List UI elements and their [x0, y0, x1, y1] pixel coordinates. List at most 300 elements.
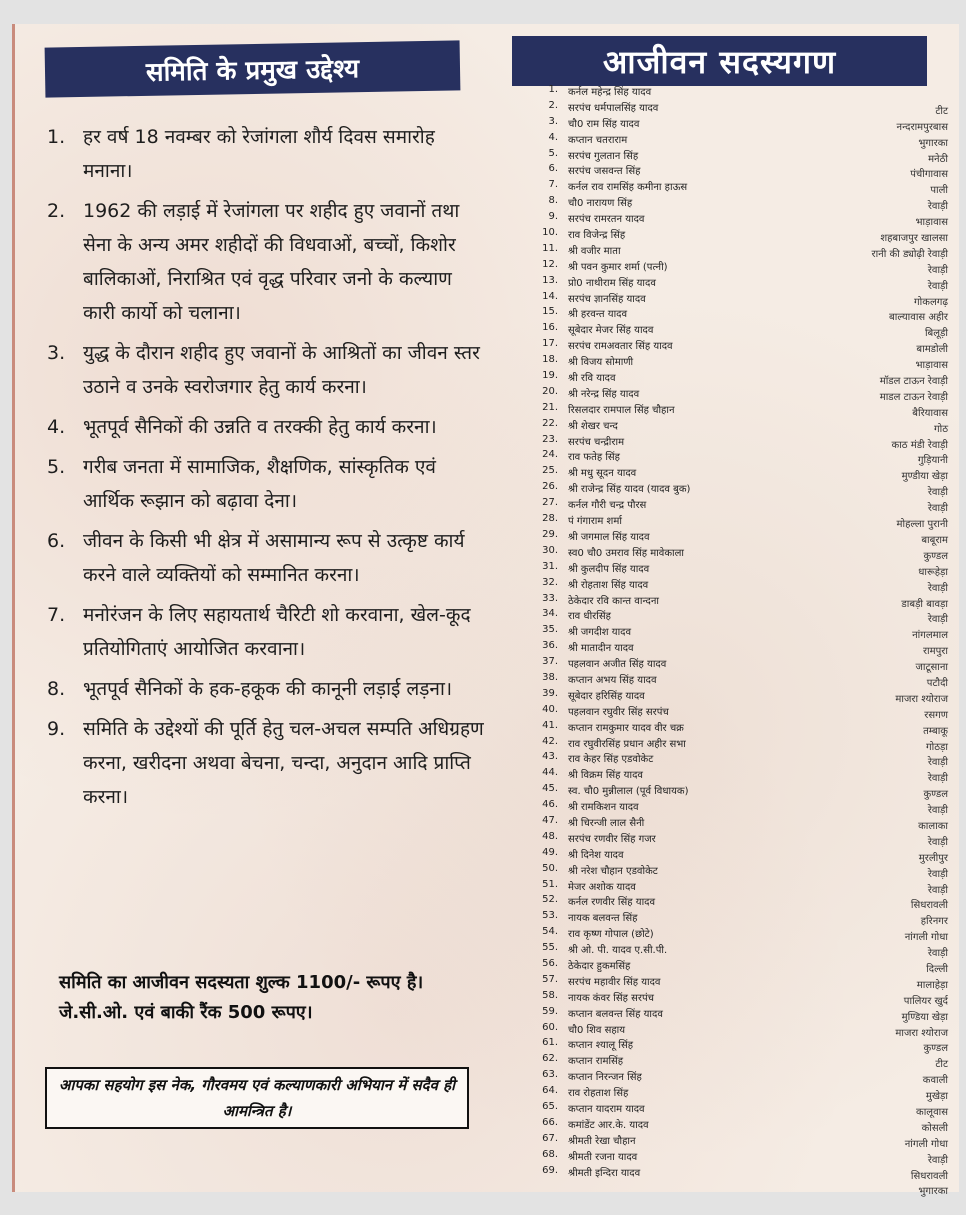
member-row [528, 688, 948, 704]
member-place: रसगण [924, 709, 948, 721]
member-place: कुण्डल [923, 789, 948, 801]
member-num: 1. [548, 84, 558, 95]
member-place: जाटूसाना [915, 662, 948, 674]
member-num: 5. [548, 147, 558, 159]
member-name: श्री मातादीन यादव [568, 643, 634, 655]
objective-number: 9. [47, 718, 66, 740]
objective-text: समिति के उद्देश्यों की पूर्ति हेतु चल-अचल सम्पति अधिग्रहण करना, खरीदना अथवा बेचना, चन्दा, अनुदान आदि प्राप्ति करना। [83, 718, 484, 808]
member-place: बिलूड़ी [924, 328, 948, 340]
member-row [528, 1117, 948, 1133]
member-place: रेवाड़ी [927, 503, 948, 515]
member-row [528, 259, 948, 275]
member-place: भाड़ावास [915, 360, 948, 372]
member-name: पहलवान अजीत सिंह यादव [568, 659, 667, 671]
member-num: 27. [542, 497, 558, 509]
member-name: श्री रोहताश सिंह यादव [568, 579, 649, 591]
member-place: भुगारका [918, 137, 948, 149]
member-place: रानी की ड्योढ़ी रेवाड़ी [871, 248, 948, 260]
member-place: कालूवास [916, 1107, 948, 1118]
member-name: रिसलदार रामपाल सिंह चौहान [568, 404, 675, 416]
member-row [528, 624, 948, 640]
member-name: श्री शेखर चन्द [568, 420, 618, 432]
member-row [528, 291, 948, 307]
members-heading-text: आजीवन सदस्यगण [602, 42, 837, 81]
member-num: 16. [542, 322, 558, 334]
member-num: 62. [542, 1053, 558, 1065]
member-name: कप्तान अभय सिंह यादव [568, 674, 657, 686]
member-row [528, 736, 948, 752]
member-name: सूबेदार मेजर सिंह यादव [568, 325, 654, 337]
member-place: पंचीगावास [910, 169, 948, 181]
objective-number: 1. [47, 126, 66, 148]
member-place: गुड़ियानी [917, 455, 948, 467]
member-num: 59. [542, 1005, 558, 1017]
member-row [528, 863, 948, 879]
member-num: 25. [542, 465, 558, 477]
member-num: 23. [542, 433, 558, 445]
member-name: कमांडेंट आर.के. यादव [568, 1119, 649, 1131]
member-num: 33. [542, 592, 558, 604]
member-num: 48. [542, 830, 558, 842]
member-row [528, 148, 948, 164]
member-num: 64. [542, 1085, 558, 1097]
member-num: 24. [542, 449, 558, 461]
member-place: मोहल्ला पुरानी [896, 519, 948, 531]
member-row [528, 84, 948, 100]
member-num: 44. [542, 767, 558, 779]
objectives-heading-text: समिति के प्रमुख उद्देश्य [145, 54, 360, 88]
member-row [528, 1053, 948, 1069]
member-num: 52. [542, 894, 558, 906]
member-row-trailing-place [528, 1180, 948, 1196]
member-place: मॉडल टाऊन रेवाड़ी [879, 376, 948, 388]
member-name: सरपंच रामअवतार सिंह यादव [568, 341, 673, 353]
member-num: 39. [542, 687, 558, 699]
objective-item [47, 120, 487, 188]
member-name: चौ0 राम सिंह यादव [568, 118, 640, 130]
member-num: 4. [548, 131, 558, 143]
member-name: प्रो0 नाथीराम सिंह यादव [568, 277, 656, 289]
objective-text: हर वर्ष 18 नवम्बर को रेजांगला शौर्य दिवस समारोह मनाना। [83, 126, 435, 182]
member-name: श्री विक्रम सिंह यादव [568, 770, 643, 782]
member-num: 55. [542, 942, 558, 954]
member-name: श्री मधु सूदन यादव [568, 468, 637, 480]
objective-text: गरीब जनता में सामाजिक, शैक्षणिक, सांस्कृतिक एवं आर्थिक रूझान को बढ़ावा देना। [83, 456, 436, 512]
members-heading [512, 36, 927, 86]
member-name: श्री जगमाल सिंह यादव [568, 531, 650, 543]
member-row [528, 1165, 948, 1181]
member-name: श्री रवि यादव [568, 373, 616, 385]
member-name: श्री नरेन्द्र सिंह यादव [568, 388, 640, 400]
member-name: ठेकेदार हुकमसिंह [568, 960, 631, 972]
member-place: मुण्डिया खेड़ा [901, 1011, 948, 1023]
objective-text: 1962 की लड़ाई में रेजांगला पर शहीद हुए जवानों तथा सेना के अन्य अमर शहीदों की विधवाओं, बच्चों, किशोर बालिकाओं, निराश्रित एवं वृद्ध परिवार जनो के कल्याण कारी कार्यो को चलाना। [83, 200, 460, 324]
member-name: ठेकेदार रवि कान्त वान्दना [568, 595, 659, 607]
member-place: मुण्डीया खेड़ा [901, 471, 948, 483]
member-num: 28. [542, 513, 558, 525]
member-name: नायक बलवन्त सिंह [568, 913, 638, 925]
member-name: श्री ओ. पी. यादव ए.सी.पी. [568, 945, 668, 957]
member-num: 45. [542, 783, 558, 795]
objective-number: 8. [47, 678, 66, 700]
member-row [528, 640, 948, 656]
member-num: 19. [542, 370, 558, 382]
member-num: 49. [542, 846, 558, 858]
member-place: कुण्डल [923, 1043, 948, 1055]
member-place: रेवाड़ी [927, 582, 948, 594]
member-place: रेवाड़ी [927, 884, 948, 896]
member-num: 2. [548, 99, 558, 111]
objective-text: भूतपूर्व सैनिकों की उन्नति व तरक्की हेतु कार्य करना। [83, 416, 437, 438]
member-row [528, 418, 948, 434]
member-num: 57. [542, 973, 558, 985]
support-callout-box [45, 1067, 469, 1129]
member-name: श्रीमती रेखा चौहान [568, 1135, 636, 1147]
member-row [528, 1022, 948, 1038]
member-place: दिल्ली [926, 963, 948, 975]
member-name: पहलवान रघुवीर सिंह सरपंच [568, 706, 669, 718]
objective-item [47, 598, 487, 666]
member-row [528, 751, 948, 767]
member-num: 66. [542, 1116, 558, 1128]
member-row [528, 879, 948, 895]
member-num: 17. [542, 338, 558, 350]
member-row [528, 322, 948, 338]
member-place: मुरलीपुर [918, 852, 948, 864]
member-row [528, 116, 948, 132]
member-name: मेजर अशोक यादव [568, 881, 636, 893]
member-place: रेवाड़ी [927, 868, 948, 880]
member-row [528, 132, 948, 148]
member-name: सरपंच गुलतान सिंह [568, 150, 639, 162]
member-row [528, 1101, 948, 1117]
member-row [528, 577, 948, 593]
member-place: शहबाजपुर खालसा [880, 233, 948, 245]
member-name: चौ0 शिव सहाय [568, 1024, 626, 1036]
member-row [528, 656, 948, 672]
member-row [528, 1149, 948, 1165]
member-row [528, 783, 948, 799]
member-place: बैरियावास [912, 407, 948, 419]
member-place: तम्बाकू [923, 725, 948, 737]
member-place: गोठड़ा [926, 741, 948, 753]
member-num: 61. [542, 1037, 558, 1049]
member-place: कालाका [918, 820, 948, 832]
member-num: 37. [542, 656, 558, 668]
member-num: 9. [548, 211, 558, 223]
objective-text: युद्ध के दौरान शहीद हुए जवानों के आश्रितों का जीवन स्तर उठाने व उनके स्वरोजगार हेतु कार्य करना। [83, 342, 480, 398]
member-name: श्री विजय सोमाणी [568, 357, 634, 369]
member-row [528, 402, 948, 418]
member-name: कप्तान यादराम यादव [568, 1104, 645, 1115]
member-place: पाली [930, 185, 948, 197]
member-name: कप्तान चतराराम [568, 134, 628, 146]
member-name: श्री हरवन्त यादव [568, 309, 628, 321]
member-row [528, 529, 948, 545]
objectives-list [47, 120, 487, 820]
member-name: राव फतेह सिंह [568, 452, 620, 464]
member-place: बामडोली [916, 344, 948, 356]
member-num: 68. [542, 1148, 558, 1160]
member-num: 13. [542, 274, 558, 286]
member-num: 32. [542, 576, 558, 588]
member-num: 38. [542, 671, 558, 683]
objective-text: मनोरंजन के लिए सहायतार्थ चैरिटी शो करवाना, खेल-कूद प्रतियोगिताएं आयोजित करवाना। [83, 604, 471, 660]
member-num: 30. [542, 544, 558, 556]
objective-number: 4. [47, 416, 66, 438]
member-num: 43. [542, 751, 558, 763]
member-place: माडल टाऊन रेवाड़ी [879, 391, 948, 403]
member-place: रेवाड़ी [927, 836, 948, 848]
member-num: 3. [548, 115, 558, 127]
member-num: 65. [542, 1101, 558, 1112]
member-place: सिधरावली [910, 1170, 948, 1182]
member-row [528, 481, 948, 497]
member-num: 53. [542, 910, 558, 922]
objectives-heading [45, 40, 461, 97]
member-row [528, 672, 948, 688]
member-name: सरपंच ज्ञानसिंह यादव [568, 293, 646, 305]
member-place: रेवाड़ी [927, 773, 948, 785]
member-row [528, 1085, 948, 1101]
member-row [528, 990, 948, 1006]
member-name: श्री वजीर माता [568, 245, 621, 257]
member-place: रेवाड़ी [927, 948, 948, 960]
member-place: गोठ [933, 423, 948, 435]
member-row [528, 338, 948, 354]
member-num: 6. [548, 163, 558, 175]
member-row [528, 767, 948, 783]
member-place: रेवाड़ी [927, 280, 948, 292]
member-place: टीट [935, 1059, 948, 1071]
member-num: 35. [542, 624, 558, 636]
member-row [528, 370, 948, 386]
member-name: सूबेदार हरिसिंह यादव [568, 690, 645, 702]
objective-item [47, 712, 487, 814]
member-row [528, 195, 948, 211]
member-name: स्व0 चौ0 उमराव सिंह मावेकाला [568, 547, 684, 559]
member-row [528, 386, 948, 402]
member-name: नायक कंवर सिंह सरपंच [568, 992, 655, 1004]
member-num: 46. [542, 799, 558, 811]
member-place: डाबड़ी बावड़ा [901, 598, 948, 610]
member-row [528, 974, 948, 990]
member-num: 50. [542, 862, 558, 874]
member-num: 34. [542, 608, 558, 620]
member-row [528, 179, 948, 195]
member-row [528, 608, 948, 624]
member-name: श्री पवन कुमार शर्मा (पत्नी) [568, 261, 668, 273]
member-name: श्री दिनेश यादव [568, 849, 624, 861]
member-place: बाबूराम [921, 534, 948, 546]
objective-text: जीवन के किसी भी क्षेत्र में असामान्य रूप से उत्कृष्ट कार्य करने वाले व्यक्तियों को सम्मानित करना। [83, 530, 465, 586]
member-name: कर्नल महेन्द्र सिंह यादव [568, 87, 652, 98]
member-name: स्व. चौ0 मुन्नीलाल (पूर्व विधायक) [568, 786, 689, 798]
member-place: मनेठी [928, 153, 948, 165]
member-num: 51. [542, 878, 558, 890]
objective-number: 3. [47, 342, 66, 364]
objective-number: 2. [47, 200, 66, 222]
objective-item [47, 194, 487, 330]
member-row [528, 1133, 948, 1149]
member-row [528, 100, 948, 116]
member-place: मालाहेड़ा [916, 979, 948, 991]
member-place: नन्दरामपुरबास [896, 121, 948, 133]
objective-item [47, 410, 487, 444]
member-num: 20. [542, 385, 558, 397]
member-name: कप्तान निरन्जन सिंह [568, 1072, 642, 1084]
member-row [528, 163, 948, 179]
member-place: रेवाड़ी [927, 264, 948, 276]
member-name: श्रीमती इन्दिरा यादव [568, 1167, 641, 1179]
member-row [528, 942, 948, 958]
member-name: श्री जगदीश यादव [568, 627, 632, 639]
member-row [528, 704, 948, 720]
member-name: श्री कुलदीप सिंह यादव [568, 563, 650, 575]
member-num: 11. [542, 242, 558, 254]
member-row [528, 1006, 948, 1022]
member-name: सरपंच चन्द्रीराम [568, 436, 625, 448]
member-place: धारूहेड़ा [918, 566, 948, 578]
member-num: 63. [542, 1069, 558, 1081]
member-num: 12. [542, 258, 558, 270]
member-name: राव केहर सिंह एडवोकेट [568, 754, 654, 766]
member-place: रेवाड़ी [927, 487, 948, 499]
member-num: 58. [542, 989, 558, 1001]
member-name: कप्तान बलवन्त सिंह यादव [568, 1008, 663, 1020]
member-row [528, 513, 948, 529]
member-name: राव रघुवीरसिंह प्रधान अहीर सभा [568, 738, 686, 750]
member-num: 29. [542, 528, 558, 540]
member-name: श्रीमती रजना यादव [568, 1151, 638, 1163]
member-row [528, 449, 948, 465]
member-row [528, 243, 948, 259]
member-name: श्री चिरन्जी लाल सैनी [568, 817, 645, 829]
objective-item [47, 524, 487, 592]
member-place: पालियर खुर्द [903, 995, 948, 1007]
member-name: कप्तान रामकुमार यादव वीर चक्र [568, 722, 684, 734]
objective-number: 6. [47, 530, 66, 552]
brochure-page [12, 24, 959, 1198]
member-num: 67. [542, 1132, 558, 1144]
member-place: नांगली गोधा [904, 932, 948, 944]
member-num: 21. [542, 401, 558, 413]
member-num: 10. [542, 227, 558, 239]
member-name: सरपंच रामरतन यादव [568, 214, 645, 226]
member-name: सरपंच महावीर सिंह यादव [568, 976, 661, 988]
member-num: 7. [548, 179, 558, 191]
member-name: राव विजेन्द्र सिंह [568, 230, 626, 242]
member-name: पं गंगाराम शर्मा [568, 516, 622, 528]
member-row [528, 545, 948, 561]
member-place: रेवाड़ी [927, 757, 948, 769]
member-num: 54. [542, 926, 558, 938]
member-num: 8. [548, 195, 558, 207]
member-name: श्री रामकिशन यादव [568, 802, 639, 814]
member-name: चौ0 नारायण सिंह [568, 198, 633, 210]
member-num: 36. [542, 640, 558, 652]
member-row [528, 561, 948, 577]
member-row [528, 958, 948, 974]
objective-number: 5. [47, 456, 66, 478]
member-place: कवाली [922, 1075, 948, 1087]
member-row [528, 720, 948, 736]
member-name: राव रोहताश सिंह [568, 1088, 629, 1100]
member-num: 60. [542, 1021, 558, 1033]
member-row [528, 434, 948, 450]
member-row [528, 465, 948, 481]
membership-fee-note: समिति का आजीवन सदस्यता शुल्क 1100/- रूपए है। जे.सी.ओ. एवं बाकी रैंक 500 रूपए। [59, 972, 424, 1023]
member-place: कोसली [921, 1122, 948, 1134]
member-num: 40. [542, 703, 558, 715]
member-place: काठ मंडी रेवाड़ी [891, 439, 948, 451]
member-row [528, 847, 948, 863]
member-place: रेवाड़ी [927, 201, 948, 213]
member-row [528, 227, 948, 243]
member-row [528, 497, 948, 513]
member-num: 14. [542, 290, 558, 302]
member-num: 47. [542, 814, 558, 826]
member-num: 22. [542, 417, 558, 429]
member-row [528, 1069, 948, 1085]
member-place: बाल्यावास अहीर [889, 312, 948, 324]
member-name: कर्नल रणवीर सिंह यादव [568, 897, 656, 909]
member-place: हरिनगर [920, 916, 948, 928]
member-name: कप्तान रामसिंह [568, 1056, 624, 1068]
member-place: रेवाड़ी [927, 805, 948, 817]
member-row [528, 926, 948, 942]
member-place: टीट [935, 105, 948, 117]
member-num: 15. [542, 306, 558, 318]
member-name: कर्नल गौरी चन्द्र पौरस [568, 500, 647, 512]
member-place: सिधरावली [910, 900, 948, 912]
member-name: श्री राजेन्द्र सिंह यादव (यादव बुक) [568, 484, 691, 496]
objective-item [47, 450, 487, 518]
member-num: 31. [542, 560, 558, 572]
member-name: सरपंच रणवीर सिंह गजर [568, 833, 656, 845]
member-place: गोकलगढ़ [914, 296, 948, 308]
member-num: 41. [542, 719, 558, 731]
member-row [528, 275, 948, 291]
objective-item [47, 336, 487, 404]
member-place: नांगली गोधा [904, 1138, 948, 1150]
member-num: 26. [542, 481, 558, 493]
member-num: 18. [542, 354, 558, 366]
member-row [528, 1037, 948, 1053]
member-name: कर्नल राव रामसिंह कमीना हाऊस [568, 182, 688, 194]
member-name: राव धीरसिंह [568, 611, 611, 623]
member-name: सरपंच जसवन्त सिंह [568, 166, 641, 178]
member-place: रामपुरा [922, 646, 948, 658]
member-place: कुण्डल [923, 550, 948, 562]
member-row [528, 831, 948, 847]
member-place: माजरा श्योराज [895, 1027, 948, 1039]
member-row [528, 306, 948, 322]
member-row [528, 354, 948, 370]
member-row [528, 815, 948, 831]
member-place: मुखेड़ा [925, 1091, 948, 1103]
member-name: कप्तान श्यालू सिंह [568, 1040, 634, 1052]
member-place: भुगारका [918, 1186, 948, 1198]
member-place: रेवाड़ी [927, 614, 948, 626]
member-row [528, 799, 948, 815]
member-num: 69. [542, 1164, 558, 1176]
member-name: श्री नरेश चौहान एडवोकेट [568, 865, 658, 877]
member-row [528, 910, 948, 926]
member-row [528, 894, 948, 910]
member-place: माजरा श्योराज [895, 693, 948, 705]
member-row [528, 593, 948, 609]
